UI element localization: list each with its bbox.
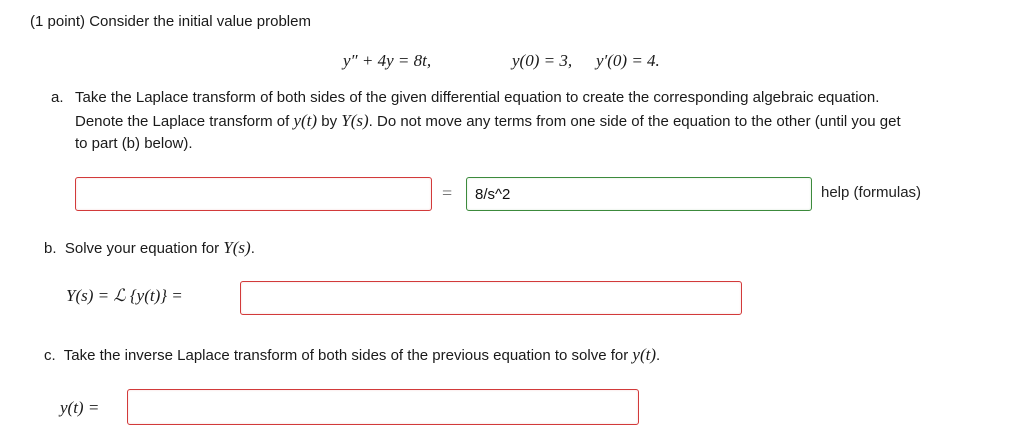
part-a-line2-post: . Do not move any terms from one side of the equation to the other (until you get — [368, 113, 901, 130]
yt-answer-input[interactable] — [128, 390, 638, 424]
equals-sign: = — [442, 183, 453, 203]
part-c-prompt — [44, 344, 660, 367]
Ys-answer-box[interactable] — [240, 281, 742, 315]
part-b-Ys: Y(s) — [223, 238, 251, 257]
part-a-line3: to part (b) below). — [75, 135, 193, 152]
problem-intro: (1 point) Consider the initial value problem — [30, 13, 311, 30]
rhs-answer-box[interactable] — [466, 177, 812, 211]
part-a-letter: a. — [51, 89, 64, 106]
part-a-line2-pre: Denote the Laplace transform of — [75, 113, 294, 130]
part-b-letter: b. — [44, 240, 57, 257]
part-c-letter: c. — [44, 347, 56, 364]
part-a-line1: Take the Laplace transform of both sides of the given differential equation to create the corresponding algebraic equation. — [75, 89, 880, 106]
part-a-line2 — [75, 110, 901, 133]
part-b-period: . — [250, 240, 255, 257]
part-b-text: Solve your equation for — [64, 240, 224, 257]
part-b-prompt — [44, 237, 255, 260]
yt-answer-box[interactable] — [127, 389, 639, 425]
Ys-answer-input[interactable] — [241, 282, 741, 314]
ivp-ic1: y(0) = 3, — [512, 51, 573, 70]
part-c-yt: y(t) — [632, 345, 657, 364]
part-c-period: . — [656, 347, 661, 364]
part-a-yt: y(t) — [293, 111, 318, 130]
part-b-label: Y(s) = ℒ {y(t)} = — [66, 286, 183, 305]
part-a-Ys: Y(s) — [341, 111, 369, 130]
part-c-label: y(t) = — [60, 398, 100, 417]
ivp-ode: y″ + 4y = 8t, — [343, 51, 432, 70]
help-formulas-link[interactable]: help (formulas) — [821, 184, 922, 201]
ivp-ic2: y′(0) = 4. — [596, 51, 660, 70]
part-a-by: by — [317, 113, 342, 130]
lhs-answer-input[interactable] — [76, 178, 431, 210]
rhs-answer-input[interactable] — [467, 178, 811, 210]
lhs-answer-box[interactable] — [75, 177, 432, 211]
part-c-text: Take the inverse Laplace transform of both sides of the previous equation to solve for — [63, 347, 633, 364]
